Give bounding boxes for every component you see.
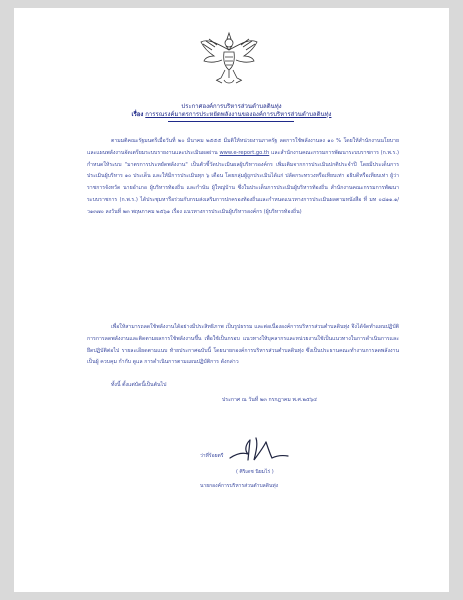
title-divider [168,121,294,122]
subject-text: การรณรงค์มาตรการประหยัดพลังงานขององค์การบริหารส่วนตำบลดินทุ่ง [145,111,332,118]
document-page [14,8,449,592]
subject-label: เรื่อง [131,111,144,118]
paragraph-3: ทั้งนี้ ตั้งแต่บัดนี้เป็นต้นไป [111,382,167,388]
garuda-emblem-icon [198,30,260,88]
announcement-date: ประกาศ ณ วันที่ ๒๓ กรกฎาคม พ.ศ.๒๕๖๔ [222,397,318,403]
paragraph-1-part-2: และสำนักงานคณะกรรมการพัฒนาระบบราชการ (ก.พ.ร.) กำหนดให้ระบบ "มาตรการประหยัดพลังงาน" เป็นตัวชี้วัดประเมินผลผู้บริหารองค์กร เพิ่มเติมจากการประเมินปกติประจำปี โดยมีประเด็นการประเมินผู้บริหาร ๑๐ ประเด็น และให้มีการประเมินทุก ๖ เดือน โดยกลุ่มผู้ถูกประเมินได้แก่ ปลัดกระทรวงหรือเทียบเท่า อธิบดีหรือเทียบเท่า ผู้ว่าราชการจังหวัด นายอำเภอ ผู้บริหารท้องถิ่น และกำนัน ผู้ใหญ่บ้าน ซึ่งในประเด็นการประเมินผู้บริหารท้องถิ่น สำนักงานคณะกรรมการพัฒนาระบบราชการ (ก.พ.ร.) ได้ประชุมหารือร่วมกับกรมส่งเสริมการปกครองท้องถิ่นและกำหนดแนวทางการประเมินผลตามหนังสือ ที่ มท ๐๘๑๑.๑/ว๑๓๗๐ ลงวันที่ ๒๓ พฤษภาคม ๒๕๖๑ เรื่อง แนวทางการประเมินผู้บริหารองค์กร (ผู้บริหารท้องถิ่น) [87,149,399,215]
paragraph-2: เพื่อให้สามารถลดใช้พลังงานได้อย่างมีประสิทธิภาพ เป็นรูปธรรม และต่อเนื่ององค์การบริหารส่วนตำบลดินทุ่ง จึงได้จัดทำแผนปฏิบัติการการลดพลังงานและติดตามผลการใช้พลังงานขึ้น เพื่อใช้เป็นกรอบ แนวทางให้บุคลากรและหน่วยงานใช้เป็นแนวทางในการดำเนินการและยึดปฏิบัติต่อไป รายละเอียดตามแนบ ท้ายประกาศฉบับนี้ โดยนายกองค์การบริหารส่วนตำบลดินทุ่ง ซึ่งเป็นประธานคณะทำงานการลดพลังงาน เป็นผู้ ควบคุม กำกับ ดูแล การดำเนินการตามแผนปฏิบัติการ ดังกล่าว [87,324,399,366]
announcement-title: ประกาศองค์การบริหารส่วนตำบลดินทุ่ง [181,103,282,110]
e-report-link[interactable]: www.e-report.go.th [219,149,270,156]
paragraph-1 [87,136,399,219]
paragraph-1-part-1: ตามมติคณะรัฐมนตรีเมื่อวันที่ ๒๐ มีนาคม ๒๕๕๕ มีมติให้หน่วยงานภาครัฐ ลดการใช้พลังงานลง ๑๐ % โดยให้สำนักงานนโยบายและแผนพลังงานจัดเตรียมระบบรายงานและประเมินผลผ่าน [87,138,399,156]
signatory-name: ( ศิริเดช นิยมไร่ ) [236,469,274,475]
signature-prefix: ว่าที่ร้อยตรี [200,453,224,459]
handwritten-signature [226,430,292,466]
signatory-position: นายกองค์การบริหารส่วนตำบลดินทุ่ง [200,483,279,489]
announcement-subject [0,111,463,119]
